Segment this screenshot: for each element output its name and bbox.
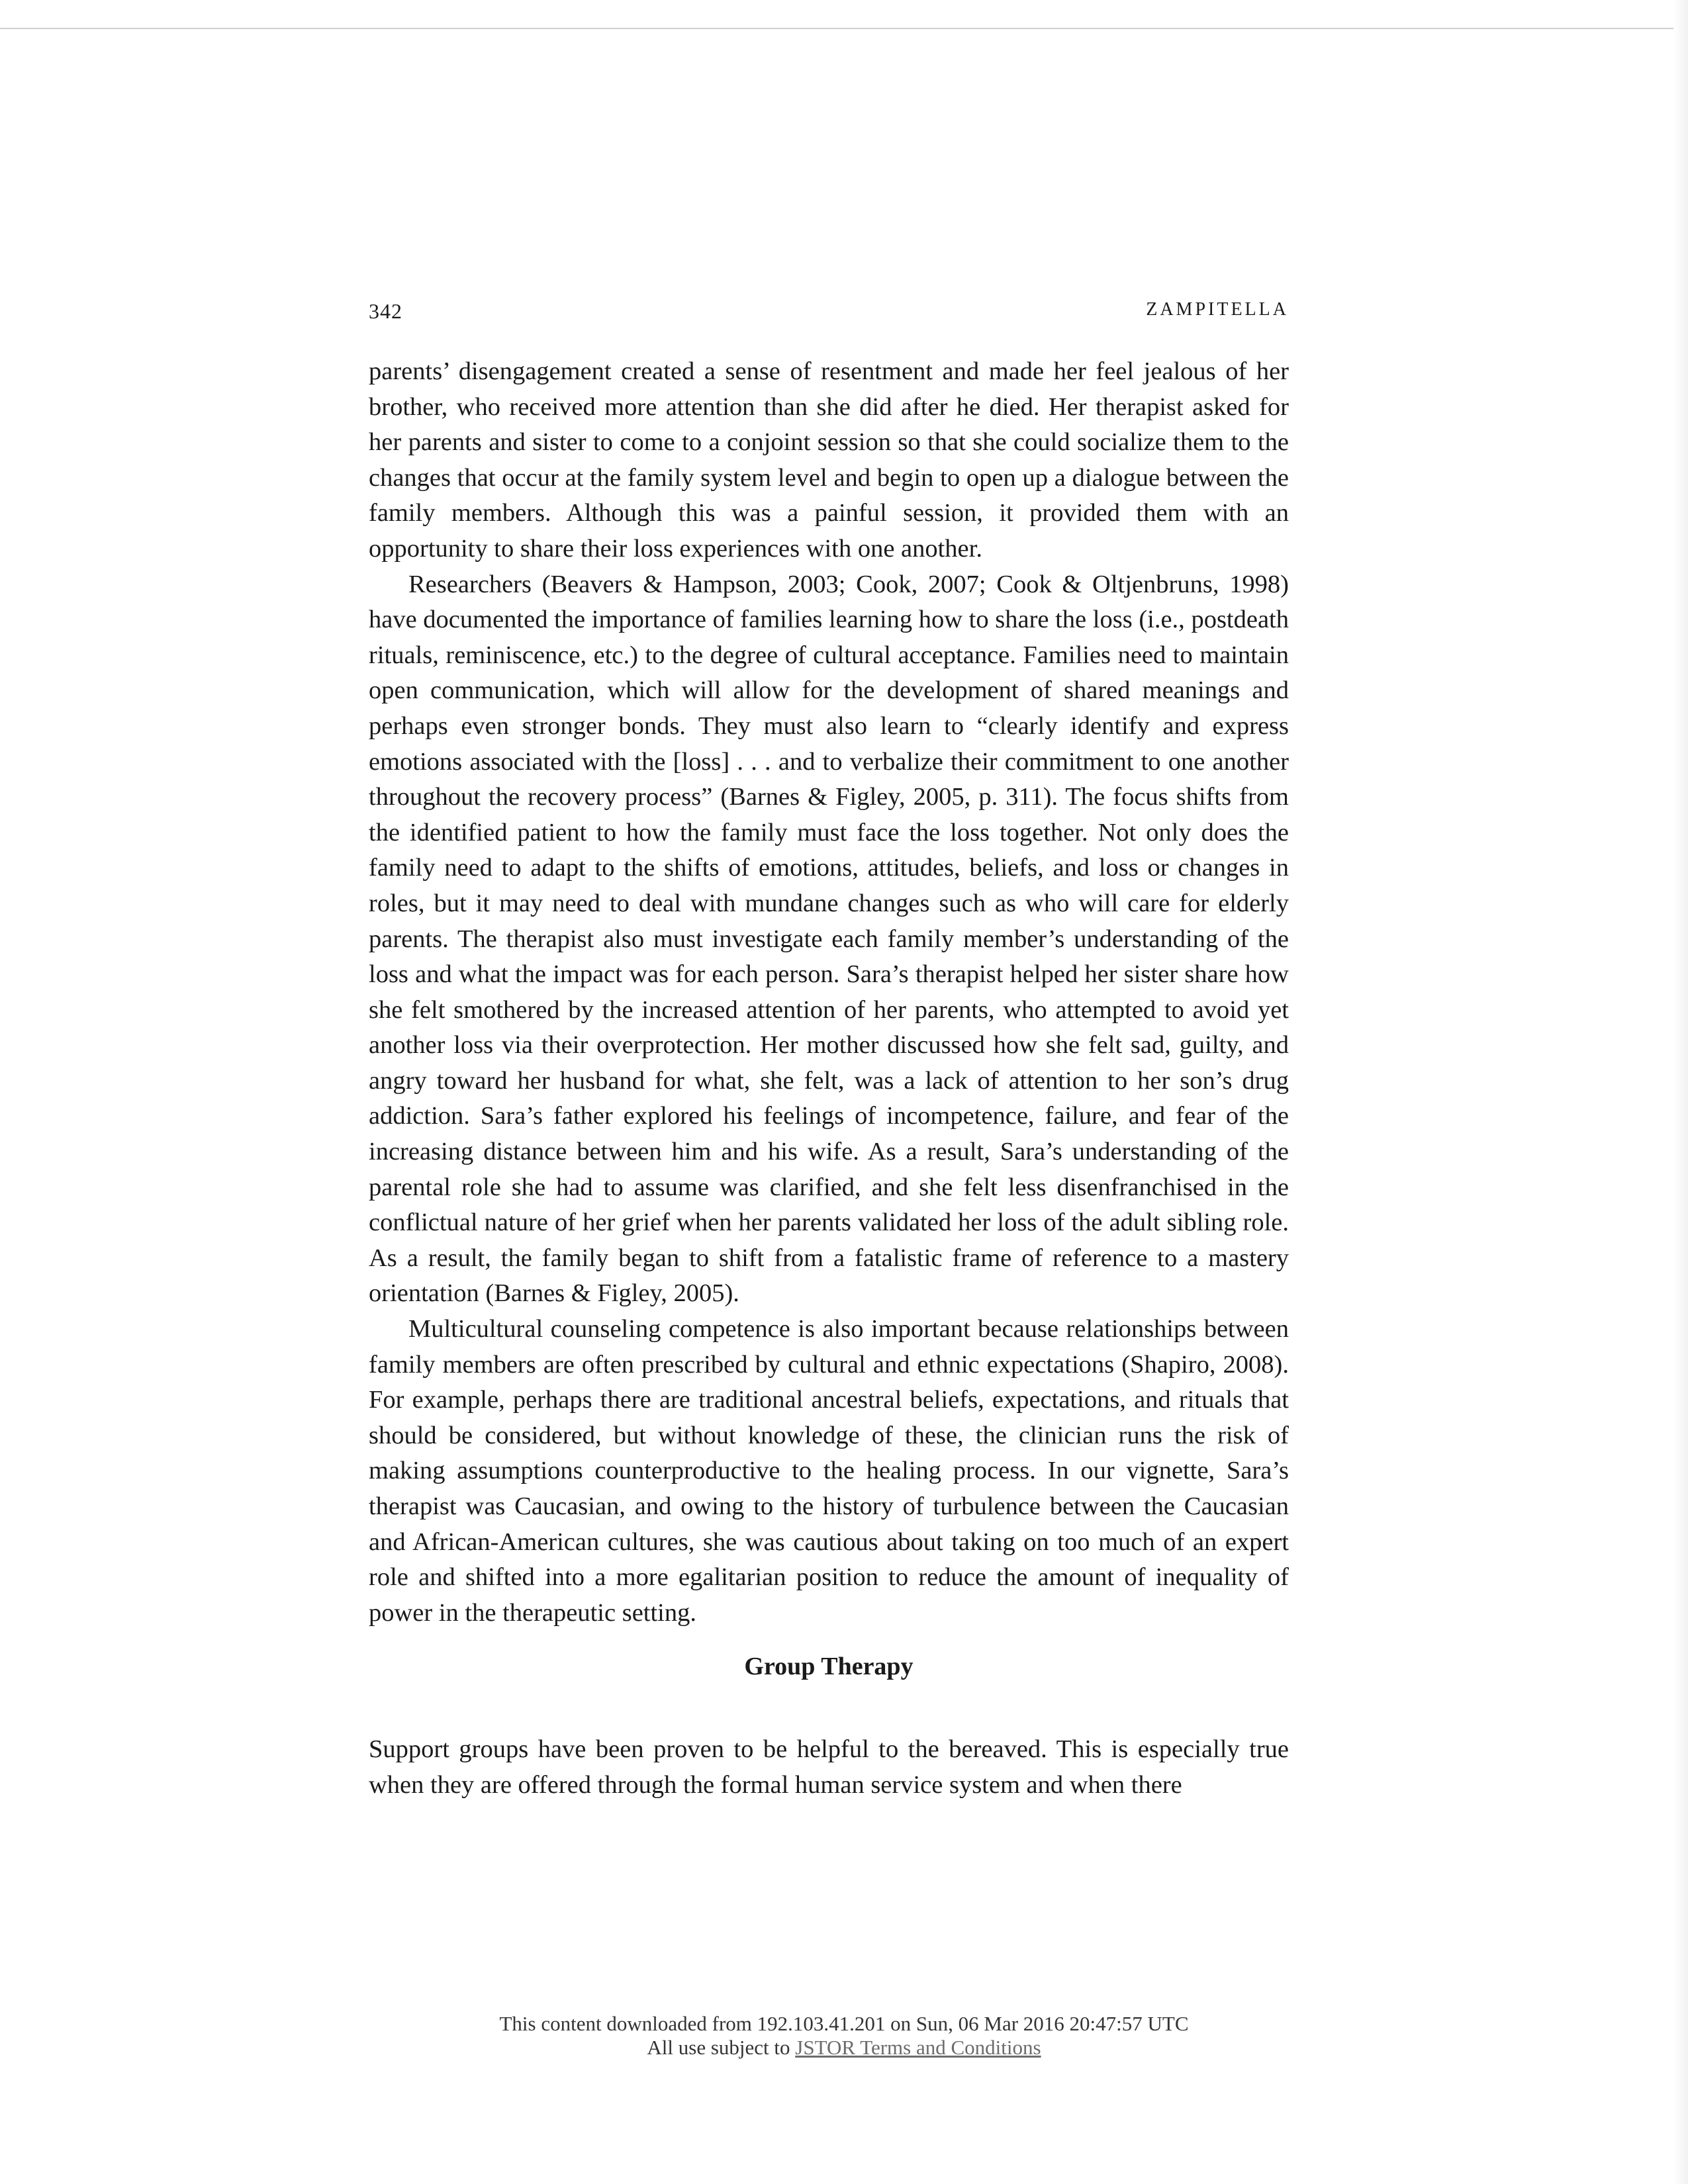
download-notice: This content downloaded from 192.103.41.201 on Sun, 06 Mar 2016 20:47:57 UTC (499, 2012, 1189, 2035)
paragraph-multicultural: Multicultural counseling competence is also important because relationships between family members are often prescribed by cultural and ethnic expectations (Shapiro, 2008). For example, perhaps there are traditional ancestral beliefs, expectations, and rituals that should be considered, but without knowledge of these, the clinician runs the risk of making assumptions counterproductive to the healing process. In our vignette, Sara’s therapist was Caucasian, and owing to the history of turbulence between the Caucasian and African-American cultures, she was cautious about taking on too much of an expert role and shifted into a more egalitarian position to reduce the amount of inequality of power in the therapeutic setting. (369, 1315, 1289, 1627)
section-heading-group-therapy: Group Therapy (744, 1653, 914, 1681)
terms-line (0, 2036, 1688, 2060)
paragraph-support-groups: Support groups have been proven to be helpful to the bereaved. This is especially true when they are offered through the formal human service system and when there (369, 1735, 1289, 1799)
terms-link[interactable]: JSTOR Terms and Conditions (795, 2036, 1041, 2059)
terms-prefix: All use subject to (647, 2036, 796, 2059)
running-head (369, 299, 1289, 328)
scan-top-rule (0, 28, 1688, 29)
paragraph-family-loss: Researchers (Beavers & Hampson, 2003; Cook, 2007; Cook & Oltjenbruns, 1998) have documented the importance of families learning how to share the loss (i.e., postdeath rituals, reminiscence, etc.) to the degree of cultural acceptance. Families need to maintain open communication, which will allow for the development of shared meanings and perhaps even stronger bonds. They must also learn to “clearly identify and express emotions associated with the [loss] . . . and to verbalize their commitment to one another throughout the recovery process” (Barnes & Figley, 2005, p. 311). The focus shifts from the identified patient to how the family must face the loss together. Not only does the family need to adapt to the shifts of emotions, attitudes, beliefs, and loss or changes in roles, but it may need to deal with mundane changes such as who will care for elderly parents. The therapist also must investigate each family member’s understanding of the loss and what the impact was for each person. Sara’s therapist helped her sister share how she felt smothered by the increased attention of her parents, who attempted to avoid yet another loss via their overprotection. Her mother discussed how she felt sad, guilty, and angry toward her husband for what, she felt, was a lack of attention to her son’s drug addiction. Sara’s father explored his feelings of incompetence, failure, and fear of the increasing distance between him and his wife. As a result, Sara’s understanding of the parental role she had to assume was clarified, and she felt less disenfranchised in the conflictual nature of her grief when her parents validated her loss of the adult sibling role. As a result, the family began to shift from a fatalistic frame of reference to a mastery orientation (Barnes & Figley, 2005). (369, 570, 1289, 1308)
jstor-footer (0, 2012, 1688, 2060)
page-number: 342 (369, 299, 402, 323)
scan-right-edge (1673, 0, 1688, 2184)
paragraph-continuation: parents’ disengagement created a sense of resentment and made her feel jealous of her brother, who received more attention than she did after he died. Her therapist asked for her parents and sister to come to a conjoint session so that she could socialize them to the changes that occur at the family system level and begin to open up a dialogue between the family members. Although this was a painful session, it provided them with an opportunity to share their loss experiences with one another. (369, 357, 1289, 563)
running-title: ZAMPITELLA (1146, 299, 1289, 320)
body-text (369, 354, 1289, 1803)
